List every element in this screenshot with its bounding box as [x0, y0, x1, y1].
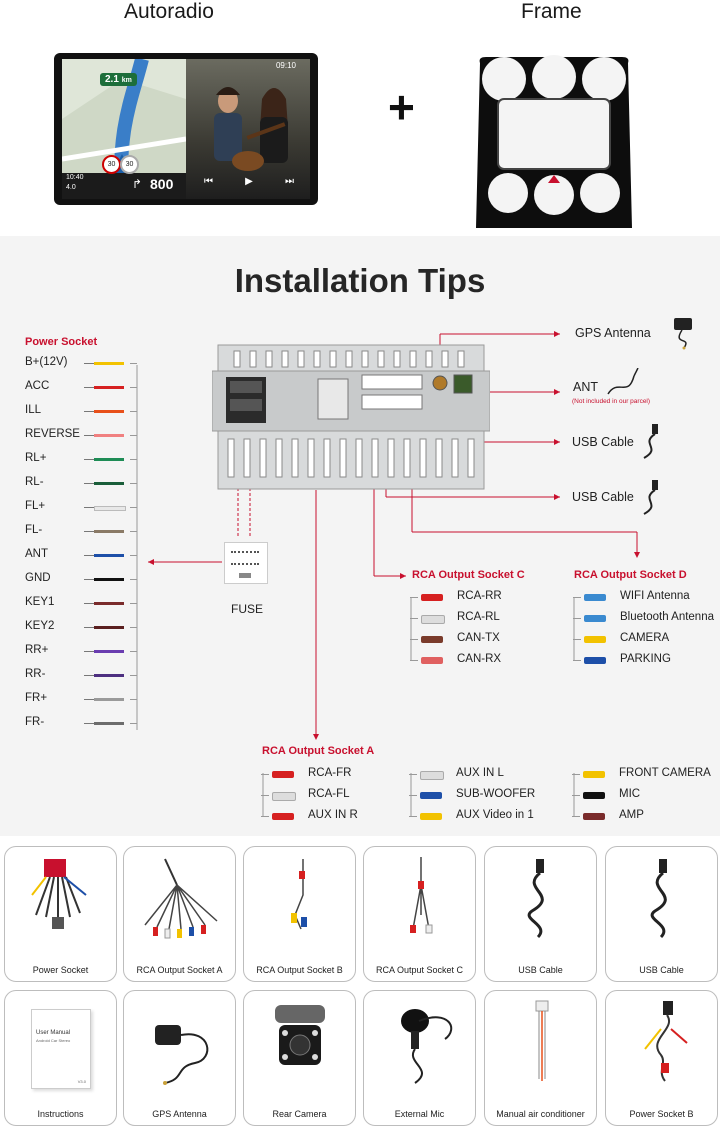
socket-a-col3-item-plug: [583, 792, 605, 799]
accessory-card: [4, 990, 117, 1126]
socket-d-item-bracket-tick: [573, 660, 581, 661]
power-pin-bracket-tick: [130, 603, 137, 604]
power-pin-wire: [94, 506, 126, 511]
power-pin-wire: [94, 362, 124, 365]
power-pin-bracket-tick: [130, 531, 137, 532]
power-pin-wire-tip: [84, 507, 94, 508]
head-unit-graphic: [212, 343, 490, 491]
power-pin-wire-tip: [84, 435, 94, 436]
power-pin-label: GND: [25, 572, 51, 584]
power-pin-bracket-tick: [130, 435, 137, 436]
accessory-label: Manual air conditioner: [496, 1109, 585, 1119]
radio-screen: [62, 59, 310, 199]
head-unit-back: [212, 343, 490, 491]
power-socket-title: Power Socket: [25, 336, 98, 348]
accessory-card: [484, 846, 597, 982]
socket-a-col2-item-label: AUX Video in 1: [456, 809, 534, 821]
power-pin-wire-tip: [84, 651, 94, 652]
power-pin-wire: [94, 578, 124, 581]
clock: 09:10: [275, 61, 296, 70]
socket-a-col3-item-bracket-tick: [572, 816, 580, 817]
media-controls: [204, 176, 294, 187]
ant-cable-icon: [604, 368, 644, 403]
accessory-card: [363, 990, 476, 1126]
usb-cable-label-2: USB Cable: [572, 490, 634, 504]
socket-d-item-bracket-tick: [573, 618, 581, 619]
socket-a-col2-item-bracket-tick: [409, 816, 417, 817]
frame-bezel: [474, 53, 634, 233]
gps-antenna-icon: [662, 316, 702, 355]
accessory-label: Instructions: [37, 1109, 84, 1119]
socket-a-col1-item-label: RCA-FL: [308, 788, 350, 800]
power-pin-bracket-tick: [130, 699, 137, 700]
power-pin-label: RR+: [25, 644, 49, 656]
accessory-card: [484, 990, 597, 1126]
power-pin-bracket-tick: [130, 675, 137, 676]
power-pin-label: ILL: [25, 404, 41, 416]
socket-c-item-plug: [421, 594, 443, 601]
socket-c-item-bracket-tick: [410, 660, 418, 661]
prev-icon[interactable]: ⏮: [204, 176, 213, 187]
next-icon[interactable]: ⏭: [284, 176, 294, 187]
socket-a-col1-item-bracket-tick: [261, 774, 269, 775]
socket-a-col3-item-plug: [583, 813, 605, 820]
socket-c-item-bracket-tick: [410, 597, 418, 598]
power-pin-wire: [94, 482, 124, 485]
accessory-card: [363, 846, 476, 982]
socket-c-item-bracket-tick: [410, 639, 418, 640]
socket-c-item-plug: [421, 636, 443, 643]
socket-d-item-plug: [584, 657, 606, 664]
socket-c-item-label: RCA-RL: [457, 611, 500, 623]
socket-a-col1-item-label: AUX IN R: [308, 809, 358, 821]
power-pin-bracket-tick: [130, 651, 137, 652]
socket-d-item-label: Bluetooth Antenna: [620, 611, 714, 623]
nav-map: [62, 59, 186, 199]
power-pin-wire: [94, 674, 124, 677]
socket-a-col2-item-label: SUB-WOOFER: [456, 788, 536, 800]
power-pin-label: RR-: [25, 668, 46, 680]
power-pin-wire-tip: [84, 459, 94, 460]
power-pin-wire: [94, 722, 124, 725]
accessory-image: [617, 999, 707, 1089]
fuse-clip: [239, 573, 251, 578]
socket-d-item-label: PARKING: [620, 653, 671, 665]
accessory-card: [605, 846, 718, 982]
socket-d-item-bracket-tick: [573, 639, 581, 640]
socket-a-col3-item-label: FRONT CAMERA: [619, 767, 711, 779]
power-pin-wire-tip: [84, 723, 94, 724]
socket-a-col1-item-bracket-tick: [261, 795, 269, 796]
power-pin-bracket-tick: [130, 507, 137, 508]
power-pin-wire-tip: [84, 531, 94, 532]
frame-graphic: [474, 53, 634, 233]
socket-a-col2-item-label: AUX IN L: [456, 767, 504, 779]
accessory-card: [123, 990, 236, 1126]
power-pin-label: FR+: [25, 692, 48, 704]
accessory-label: Power Socket B: [629, 1109, 694, 1119]
power-pin-label: ACC: [25, 380, 50, 392]
accessory-label: Power Socket: [32, 965, 89, 975]
accessory-label: RCA Output Socket C: [375, 965, 464, 975]
play-icon[interactable]: ▶: [245, 176, 253, 187]
power-pin-label: B+(12V): [25, 356, 68, 368]
fuse-label: FUSE: [231, 602, 264, 616]
power-pin-wire: [94, 602, 124, 605]
speed-limit-a: 30: [102, 155, 121, 174]
power-pin-label: FR-: [25, 716, 45, 728]
fuse-pins-top: [231, 551, 259, 555]
socket-c-title: RCA Output Socket C: [412, 569, 525, 581]
accessory-image: [375, 855, 465, 945]
socket-c-item-label: CAN-TX: [457, 632, 500, 644]
installation-title: Installation Tips: [234, 262, 486, 299]
power-pin-label: FL-: [25, 524, 43, 536]
manual-version: V3.0: [77, 1079, 86, 1084]
socket-d-item-plug: [584, 636, 606, 643]
socket-a-col2-item-plug: [420, 792, 442, 799]
power-pin-wire-tip: [84, 699, 94, 700]
usb-cable-label-1: USB Cable: [572, 435, 634, 449]
socket-c-item-label: RCA-RR: [457, 590, 502, 602]
socket-a-title: RCA Output Socket A: [262, 745, 375, 757]
accessory-card: [243, 846, 356, 982]
fuse-box: [224, 542, 268, 584]
manual-title: User Manual: [36, 1030, 71, 1036]
turn-arrow-icon: ↱: [132, 177, 143, 191]
socket-d-item-label: WIFI Antenna: [620, 590, 690, 602]
accessory-card: [123, 846, 236, 982]
power-pin-bracket-tick: [130, 483, 137, 484]
speed-limit-b: 30: [120, 155, 139, 174]
power-pin-wire: [94, 650, 124, 653]
usb-cable-icon-1: [636, 424, 666, 465]
power-pin-label: FL+: [25, 500, 46, 512]
power-pin-bracket-tick: [130, 555, 137, 556]
power-pin-wire-tip: [84, 411, 94, 412]
power-pin-wire: [94, 410, 124, 413]
socket-a-col2-item-bracket-tick: [409, 774, 417, 775]
power-pin-bracket-tick: [130, 579, 137, 580]
power-pin-wire: [94, 626, 124, 629]
socket-a-col2-item-bracket-tick: [409, 795, 417, 796]
plus-sign: +: [388, 81, 415, 133]
accessory-label: External Mic: [394, 1109, 445, 1119]
accessory-label: USB Cable: [639, 965, 684, 975]
dist-small: 4.0: [66, 184, 76, 191]
socket-a-col3-item-bracket-tick: [572, 774, 580, 775]
power-pin-label: KEY1: [25, 596, 55, 608]
power-pin-wire: [94, 554, 124, 557]
accessory-image: [496, 855, 586, 945]
accessory-label: RCA Output Socket B: [256, 965, 343, 975]
socket-a-col1-item-label: RCA-FR: [308, 767, 352, 779]
ant-note: (Not included in our parcel): [572, 398, 651, 405]
socket-d-title: RCA Output Socket D: [574, 569, 687, 581]
power-pin-wire: [94, 698, 124, 701]
manual-subtitle: Android Car Stereo: [36, 1038, 71, 1043]
power-pin-bracket-tick: [130, 723, 137, 724]
bottom-nav-bar: [62, 161, 186, 199]
accessory-card: [605, 990, 718, 1126]
accessory-image: [255, 855, 345, 945]
autoradio-unit: [54, 53, 318, 205]
accessory-label: Rear Camera: [272, 1109, 327, 1119]
power-pin-wire-tip: [84, 363, 94, 364]
time-small: 10:40: [66, 174, 84, 181]
power-pin-wire: [94, 386, 124, 389]
socket-c-item-label: CAN-RX: [457, 653, 502, 665]
power-pin-wire-tip: [84, 675, 94, 676]
accessory-label: USB Cable: [518, 965, 563, 975]
socket-d-item-plug: [584, 594, 606, 601]
speed-badge: 2.1 km: [100, 73, 137, 86]
video-panel: [186, 59, 310, 199]
usb-cable-icon-2: [636, 480, 666, 521]
power-pin-label: ANT: [25, 548, 48, 560]
socket-a-col2-item-plug: [420, 771, 444, 780]
socket-c-item-bracket-tick: [410, 618, 418, 619]
socket-a-col1-item-plug: [272, 792, 296, 801]
power-pin-wire-tip: [84, 579, 94, 580]
ant-label: ANT: [573, 380, 598, 394]
frame-label: Frame: [521, 0, 582, 23]
accessory-card: [243, 990, 356, 1126]
distance-readout: 800: [150, 176, 174, 192]
accessory-label: GPS Antenna: [152, 1109, 207, 1119]
power-pin-wire-tip: [84, 627, 94, 628]
socket-a-col3-item-label: MIC: [619, 788, 641, 800]
accessory-image: [135, 999, 225, 1089]
socket-a-col1-item-plug: [272, 813, 294, 820]
power-pin-wire: [94, 434, 124, 437]
power-pin-bracket-tick: [130, 387, 137, 388]
gps-antenna-label: GPS Antenna: [575, 326, 651, 340]
power-pin-wire-tip: [84, 387, 94, 388]
power-pin-wire-tip: [84, 555, 94, 556]
socket-a-col3-item-bracket-tick: [572, 795, 580, 796]
power-pin-wire-tip: [84, 603, 94, 604]
power-pin-label: RL-: [25, 476, 44, 488]
socket-a-col3-item-plug: [583, 771, 605, 778]
autoradio-label: Autoradio: [124, 0, 214, 23]
power-pin-bracket-tick: [130, 459, 137, 460]
power-pin-wire: [94, 530, 124, 533]
accessory-image: [496, 999, 586, 1089]
socket-d-item-plug: [584, 615, 606, 622]
accessory-image: [16, 855, 106, 945]
power-pin-bracket-tick: [130, 363, 137, 364]
accessory-image: [375, 999, 465, 1089]
socket-a-col1-item-plug: [272, 771, 294, 778]
socket-a-col2-item-plug: [420, 813, 442, 820]
power-pin-label: REVERSE: [25, 428, 80, 440]
power-pin-bracket-tick: [130, 411, 137, 412]
accessory-card: [4, 846, 117, 982]
accessory-image: [135, 855, 225, 945]
couple-with-guitar-image: [186, 69, 310, 179]
accessory-image: [617, 855, 707, 945]
power-pin-wire: [94, 458, 124, 461]
socket-d-item-label: CAMERA: [620, 632, 670, 644]
accessory-image: [255, 999, 345, 1089]
socket-a-col3-item-label: AMP: [619, 809, 644, 821]
power-pin-label: RL+: [25, 452, 47, 464]
power-pin-label: KEY2: [25, 620, 55, 632]
power-pin-wire-tip: [84, 483, 94, 484]
accessory-label: RCA Output Socket A: [136, 965, 223, 975]
fuse-pins-bottom: [231, 563, 259, 567]
user-manual-booklet: [31, 1009, 91, 1089]
power-pin-bracket-tick: [130, 627, 137, 628]
socket-d-item-bracket-tick: [573, 597, 581, 598]
socket-c-item-plug: [421, 615, 445, 624]
socket-c-item-plug: [421, 657, 443, 664]
socket-a-col1-item-bracket-tick: [261, 816, 269, 817]
